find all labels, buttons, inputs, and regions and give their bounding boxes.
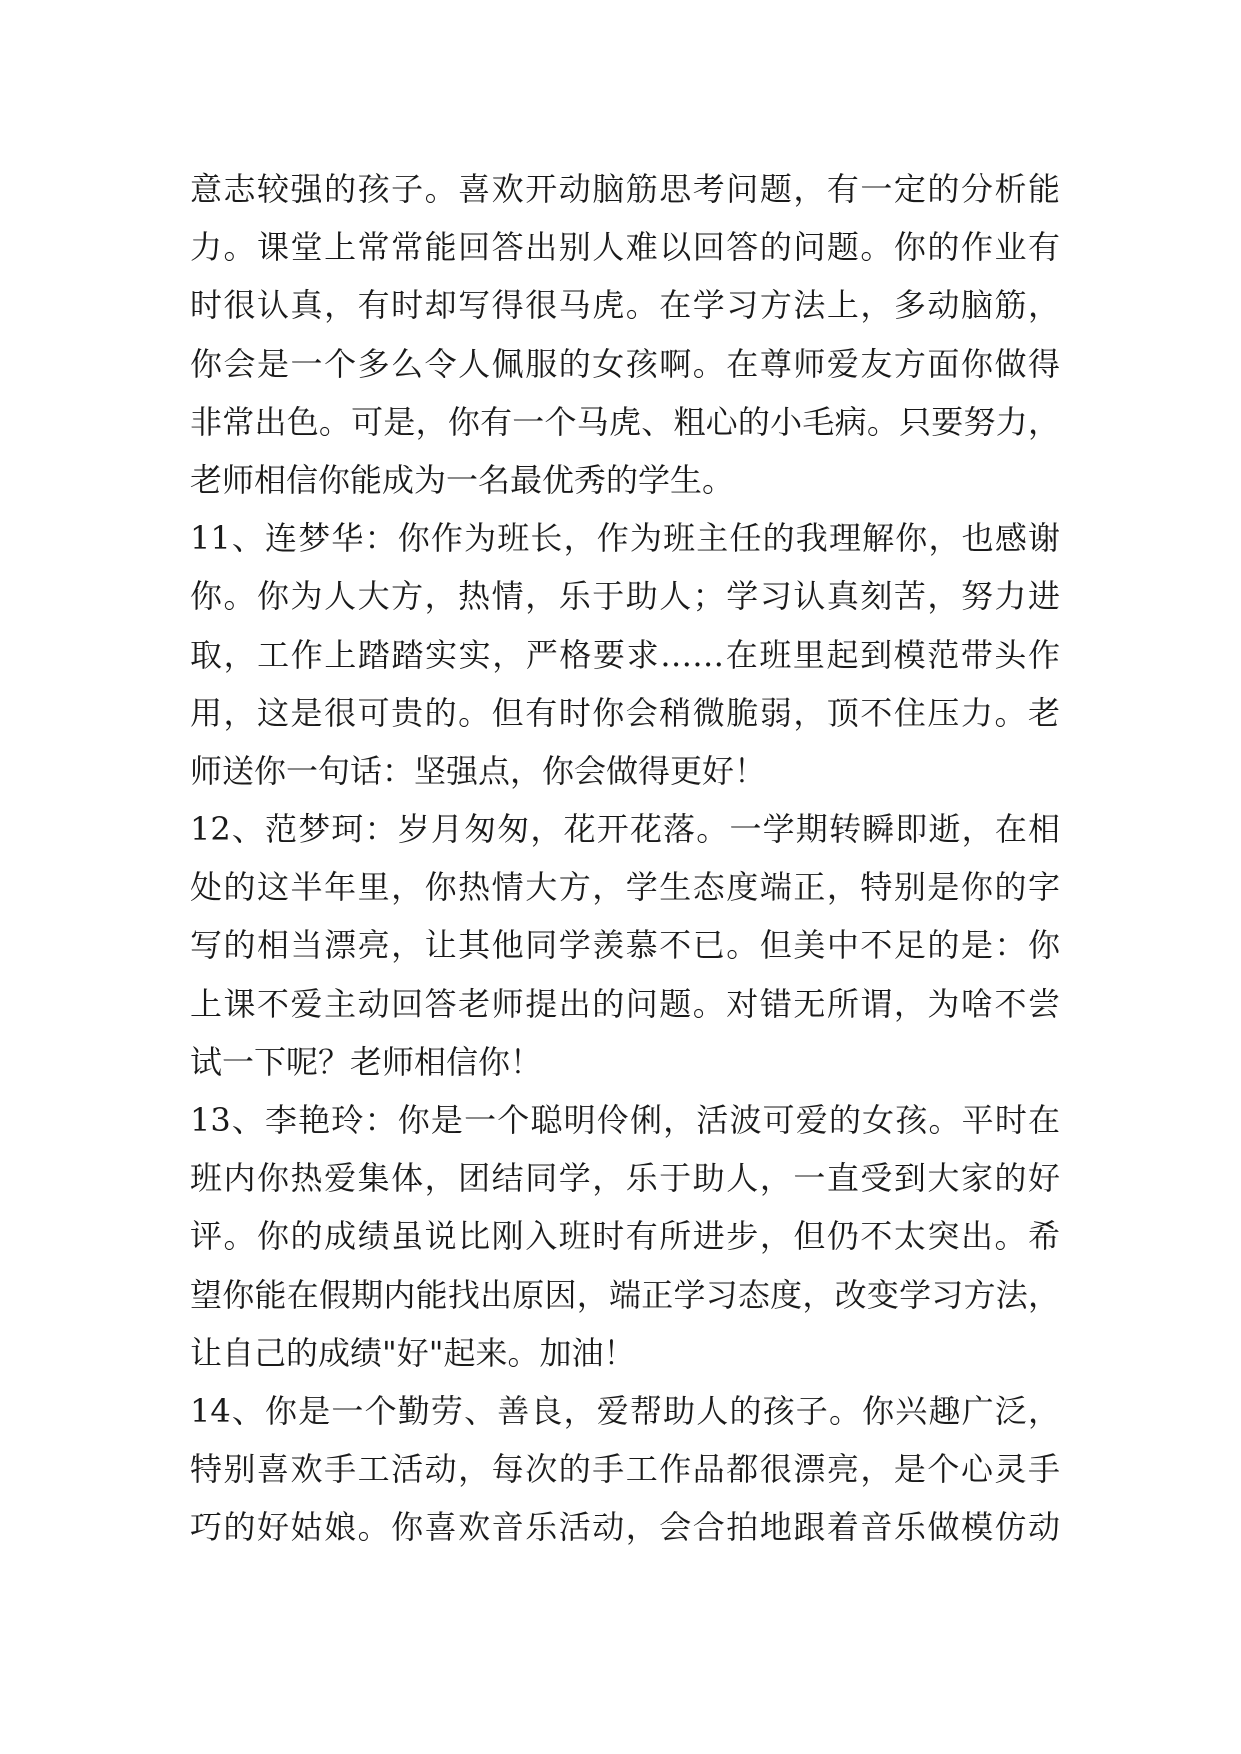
text-line: 用，这是很可贵的。但有时你会稍微脆弱，顶不住压力。老 <box>190 693 1060 732</box>
text-line: 力。课堂上常常能回答出别人难以回答的问题。你的作业有 <box>190 228 1060 267</box>
text-line: 处的这半年里，你热情大方，学生态度端正，特别是你的字 <box>190 868 1060 907</box>
text-line: 时很认真，有时却写得很马虎。在学习方法上，多动脑筋， <box>190 286 1060 325</box>
text-line: 你会是一个多么令人佩服的女孩啊。在尊师爱友方面你做得 <box>190 344 1060 383</box>
text-line: 巧的好姑娘。你喜欢音乐活动，会合拍地跟着音乐做模仿动 <box>190 1508 1060 1547</box>
text-line: 14、你是一个勤劳、善良，爱帮助人的孩子。你兴趣广泛， <box>190 1391 1060 1430</box>
text-line: 望你能在假期内能找出原因，端正学习态度，改变学习方法， <box>190 1275 1060 1314</box>
text-line: 师送你一句话：坚强点，你会做得更好！ <box>190 751 767 790</box>
text-line: 意志较强的孩子。喜欢开动脑筋思考问题，有一定的分析能 <box>190 170 1060 208</box>
text-line: 让自己的成绩"好"起来。加油！ <box>190 1333 636 1372</box>
text-line: 老师相信你能成为一名最优秀的学生。 <box>190 460 735 499</box>
text-line: 上课不爱主动回答老师提出的问题。对错无所谓，为啥不尝 <box>190 984 1060 1023</box>
text-line: 非常出色。可是，你有一个马虎、粗心的小毛病。只要努力， <box>190 402 1060 441</box>
text-line: 11、连梦华：你作为班长，作为班主任的我理解你，也感谢 <box>190 519 1060 558</box>
text-line: 写的相当漂亮，让其他同学羡慕不已。但美中不足的是：你 <box>190 926 1060 965</box>
text-line: 取，工作上踏踏实实，严格要求……在班里起到模范带头作 <box>190 635 1060 674</box>
text-line: 试一下呢？老师相信你！ <box>190 1042 543 1081</box>
text-line: 你。你为人大方，热情，乐于助人；学习认真刻苦，努力进 <box>190 577 1060 616</box>
document-body <box>190 160 1060 1557</box>
text-line: 评。你的成绩虽说比刚入班时有所进步，但仍不太突出。希 <box>190 1217 1060 1256</box>
text-line: 13、李艳玲：你是一个聪明伶俐，活波可爱的女孩。平时在 <box>190 1101 1060 1139</box>
text-line: 班内你热爱集体，团结同学，乐于助人，一直受到大家的好 <box>190 1159 1060 1198</box>
text-line: 12、范梦珂：岁月匆匆，花开花落。一学期转瞬即逝，在相 <box>190 810 1060 849</box>
text-line: 特别喜欢手工活动，每次的手工作品都很漂亮，是个心灵手 <box>190 1450 1060 1489</box>
